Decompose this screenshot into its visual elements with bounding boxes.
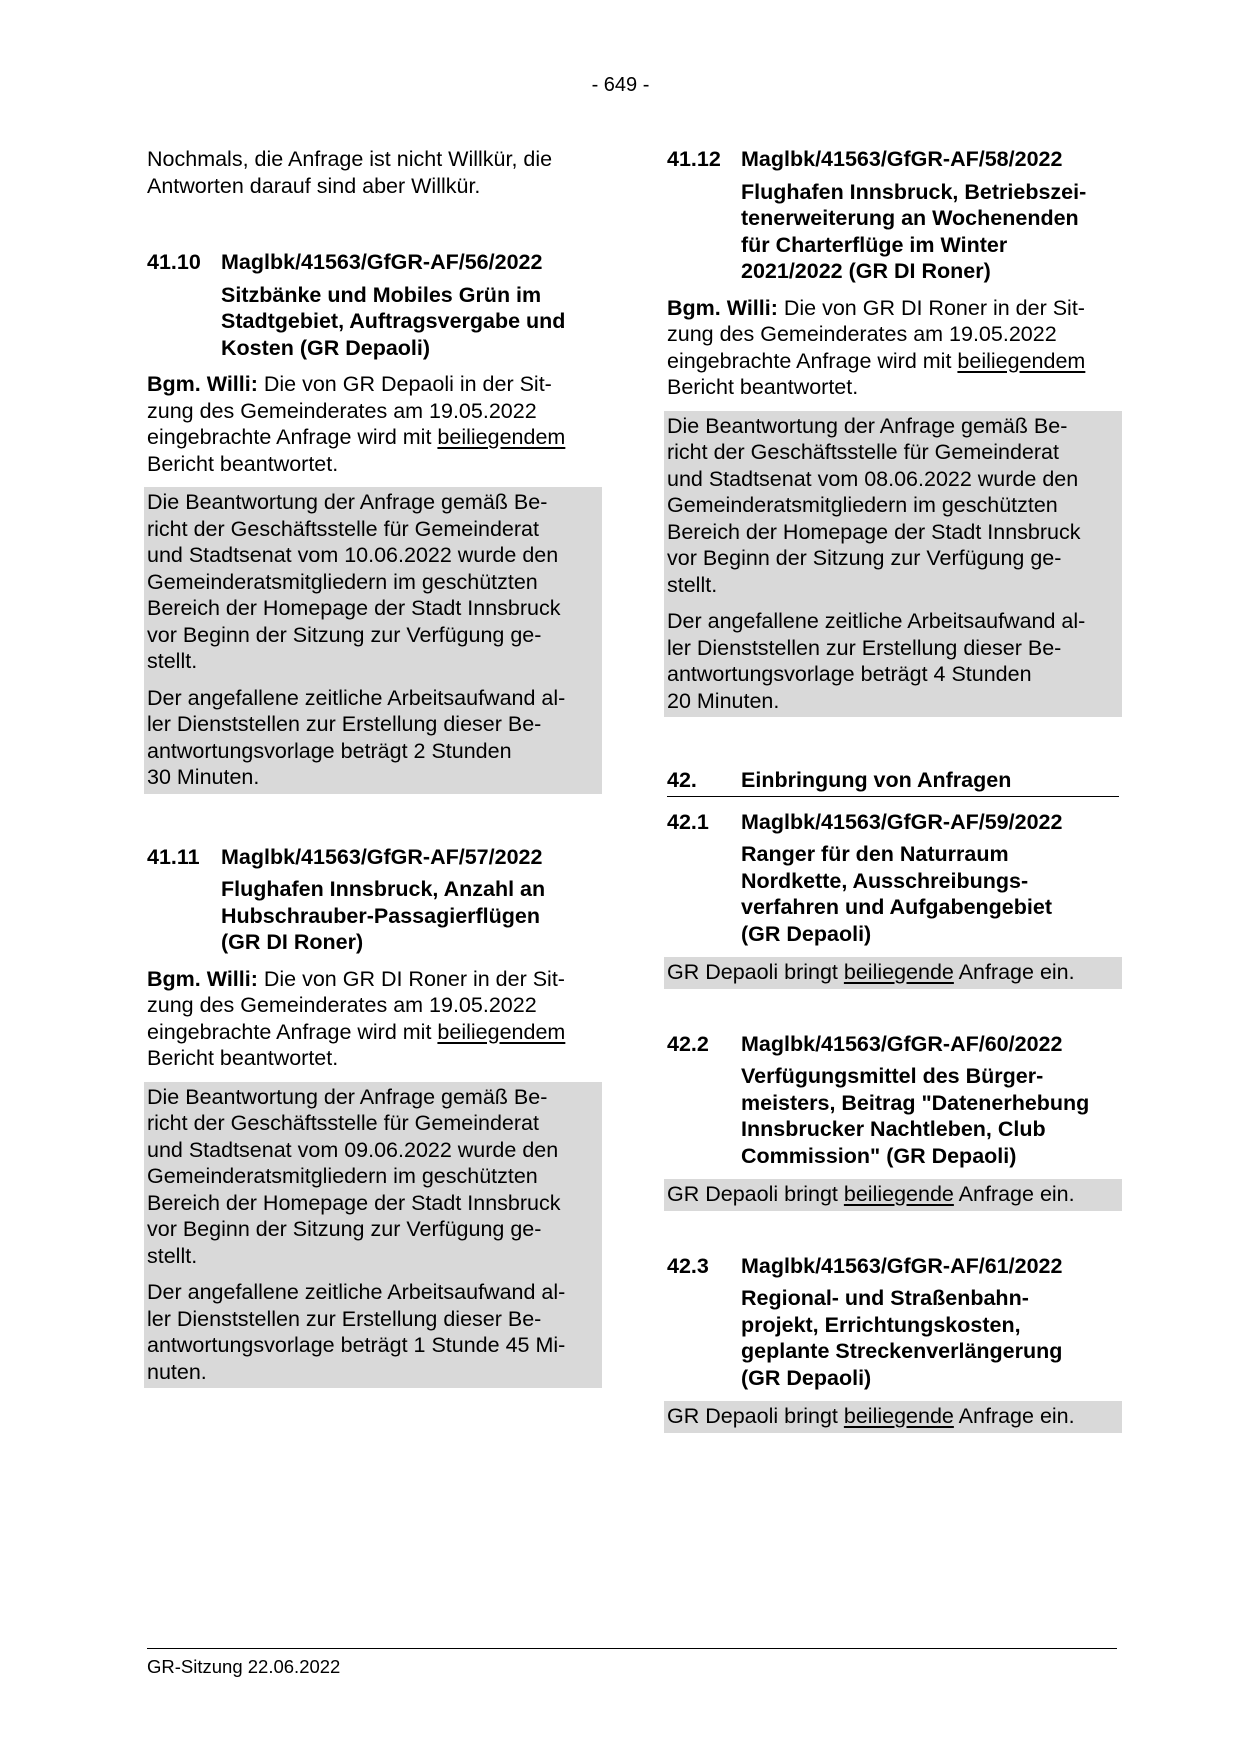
text-line: zung des Gemeinderates am 19.05.2022 <box>147 398 537 423</box>
title-line: Stadtgebiet, Auftragsvergabe und <box>221 309 566 333</box>
speaker-name: Bgm. Willi: <box>147 966 258 991</box>
text-line: ler Dienststellen zur Erstellung dieser Be- <box>667 635 1062 660</box>
item-code: Maglbk/41563/GfGR-AF/60/2022 <box>741 1031 1063 1056</box>
item-number: 41.10 <box>147 250 201 274</box>
item-title <box>667 179 1119 285</box>
request-paragraph <box>667 1403 1119 1430</box>
title-line: Regional- und Straßenbahn- <box>741 1286 1029 1310</box>
intro-paragraph <box>147 146 599 199</box>
right-column <box>667 146 1119 1433</box>
attachment-link[interactable]: beiliegendem <box>957 348 1086 373</box>
title-line: tenerweiterung an Wochenenden <box>741 206 1079 230</box>
title-line: Ranger für den Naturraum <box>741 842 1009 866</box>
item-heading <box>667 1253 1119 1280</box>
text-line: Bereich der Homepage der Stadt Innsbruck <box>147 1190 561 1215</box>
attachment-link[interactable]: beiliegende <box>843 960 954 984</box>
item-title <box>667 1285 1119 1391</box>
item-code: Maglbk/41563/GfGR-AF/61/2022 <box>741 1253 1063 1278</box>
text-line: Der angefallene zeitliche Arbeitsaufwand al- <box>147 685 566 710</box>
title-line: Hubschrauber-Passagierflügen <box>221 903 541 928</box>
title-line: meisters, Beitrag "Datenerhebung <box>741 1090 1090 1115</box>
text-line: Nochmals, die Anfrage ist nicht Willkür, die <box>147 147 553 171</box>
speaker-name: Bgm. Willi: <box>667 295 778 320</box>
item-heading <box>147 249 599 276</box>
text-line: und Stadtsenat vom 10.06.2022 wurde den <box>147 543 559 567</box>
text-line: Die Beantwortung der Anfrage gemäß Be- <box>667 413 1068 438</box>
text-line: eingebrachte Anfrage wird mit <box>147 425 438 449</box>
text-line: eingebrachte Anfrage wird mit <box>667 348 958 373</box>
agenda-item-41-12 <box>667 146 1119 717</box>
text-line: ler Dienststellen zur Erstellung dieser Be- <box>147 1306 542 1331</box>
item-code: Maglbk/41563/GfGR-AF/58/2022 <box>741 147 1063 171</box>
footer-divider <box>147 1648 1117 1649</box>
section-number: 42. <box>667 768 697 792</box>
text-line: zung des Gemeinderates am 19.05.2022 <box>667 322 1057 346</box>
text-line: GR Depaoli bringt <box>667 1182 844 1206</box>
title-line: Flughafen Innsbruck, Anzahl an <box>221 877 546 901</box>
attachment-link[interactable]: beiliegendem <box>437 1019 566 1044</box>
text-line: Die von GR DI Roner in der Sit- <box>777 295 1085 320</box>
title-line: Flughafen Innsbruck, Betriebszei- <box>741 179 1087 204</box>
attachment-link[interactable]: beiliegendem <box>437 425 566 449</box>
item-title <box>667 1063 1119 1169</box>
text-line: Antworten darauf sind aber Willkür. <box>147 173 481 198</box>
text-line: und Stadtsenat vom 08.06.2022 wurde den <box>667 466 1079 491</box>
title-line: (GR DI Roner) <box>221 930 364 954</box>
text-line: GR Depaoli bringt <box>667 960 844 984</box>
title-line: (GR Depaoli) <box>741 1365 872 1390</box>
text-line: ler Dienststellen zur Erstellung dieser Be- <box>147 712 542 736</box>
title-line: geplante Streckenverlängerung <box>741 1339 1063 1363</box>
title-line: Kosten (GR Depaoli) <box>221 335 431 360</box>
item-title <box>667 841 1119 947</box>
agenda-item-41-10 <box>147 249 599 794</box>
speaker-name: Bgm. Willi: <box>147 372 258 396</box>
text-line: Anfrage ein. <box>953 1404 1075 1428</box>
effort-paragraph <box>147 685 599 791</box>
item-code: Maglbk/41563/GfGR-AF/59/2022 <box>741 809 1063 834</box>
request-box <box>664 957 1122 989</box>
request-paragraph <box>667 959 1119 986</box>
text-line: Die von GR DI Roner in der Sit- <box>257 966 565 991</box>
text-line: richt der Geschäftsstelle für Gemeinderat <box>147 516 539 541</box>
note-paragraph <box>667 413 1119 599</box>
text-line: Der angefallene zeitliche Arbeitsaufwand al- <box>667 609 1086 633</box>
text-line: Bericht beantwortet. <box>147 451 339 476</box>
page-number: - 649 - <box>591 74 650 96</box>
item-heading <box>667 146 1119 173</box>
text-line: Gemeinderatsmitgliedern im geschützten <box>147 569 538 594</box>
item-heading <box>667 809 1119 836</box>
text-line: Gemeinderatsmitgliedern im geschützten <box>667 493 1058 517</box>
text-line: Bericht beantwortet. <box>147 1046 339 1070</box>
item-number: 41.12 <box>667 147 721 171</box>
note-paragraph <box>147 489 599 675</box>
text-line: GR Depaoli bringt <box>667 1404 844 1428</box>
text-line: vor Beginn der Sitzung zur Verfügung ge- <box>147 1217 542 1241</box>
request-item-42-1 <box>667 809 1119 989</box>
text-line: Bereich der Homepage der Stadt Innsbruck <box>667 519 1081 544</box>
speech-paragraph <box>147 371 599 477</box>
request-box <box>664 1401 1122 1433</box>
text-line: richt der Geschäftsstelle für Gemeinderat <box>147 1111 539 1135</box>
text-line: Der angefallene zeitliche Arbeitsaufwand al- <box>147 1280 566 1304</box>
text-line: zung des Gemeinderates am 19.05.2022 <box>147 993 537 1017</box>
title-line: Verfügungsmittel des Bürger- <box>741 1064 1044 1088</box>
title-line: projekt, Errichtungskosten, <box>741 1312 1021 1337</box>
item-heading <box>147 844 599 871</box>
item-title <box>147 876 599 956</box>
title-line: (GR Depaoli) <box>741 921 872 946</box>
item-number: 41.11 <box>147 844 200 869</box>
text-line: und Stadtsenat vom 09.06.2022 wurde den <box>147 1137 559 1162</box>
text-line: vor Beginn der Sitzung zur Verfügung ge- <box>147 622 542 647</box>
speech-paragraph <box>147 966 599 1072</box>
title-line: Nordkette, Ausschreibungs- <box>741 868 1029 893</box>
text-line: 30 Minuten. <box>147 765 260 789</box>
request-box <box>664 1179 1122 1211</box>
text-line: Bericht beantwortet. <box>667 375 859 399</box>
request-item-42-3 <box>667 1253 1119 1433</box>
note-box <box>144 487 602 794</box>
section-title: Einbringung von Anfragen <box>741 768 1012 792</box>
request-paragraph <box>667 1181 1119 1208</box>
item-code: Maglbk/41563/GfGR-AF/57/2022 <box>221 844 543 869</box>
speech-paragraph <box>667 295 1119 401</box>
request-item-42-2 <box>667 1031 1119 1211</box>
note-box <box>664 411 1122 718</box>
effort-paragraph <box>667 608 1119 714</box>
text-line: vor Beginn der Sitzung zur Verfügung ge- <box>667 546 1062 570</box>
item-number: 42.2 <box>667 1031 709 1056</box>
text-line: Gemeinderatsmitgliedern im geschützten <box>147 1164 538 1188</box>
title-line: für Charterflüge im Winter <box>741 232 1008 257</box>
text-line: Die Beantwortung der Anfrage gemäß Be- <box>147 490 548 514</box>
title-line: verfahren und Aufgabengebiet <box>741 895 1052 919</box>
attachment-link[interactable]: beiliegende <box>843 1182 954 1206</box>
text-line: nuten. <box>147 1359 207 1384</box>
footer-text: GR-Sitzung 22.06.2022 <box>147 1656 341 1677</box>
title-line: Innsbrucker Nachtleben, Club <box>741 1117 1046 1141</box>
text-line: antwortungsvorlage beträgt 2 Stunden <box>147 738 512 763</box>
text-line: stellt. <box>147 649 198 673</box>
item-number: 42.1 <box>667 809 709 834</box>
title-line: 2021/2022 (GR DI Roner) <box>741 259 991 283</box>
text-line: Anfrage ein. <box>953 960 1075 984</box>
text-line: 20 Minuten. <box>667 688 780 713</box>
text-line: antwortungsvorlage beträgt 1 Stunde 45 Mi- <box>147 1333 566 1357</box>
text-line: Die von GR Depaoli in der Sit- <box>257 372 552 396</box>
left-column <box>147 146 599 1388</box>
text-line: richt der Geschäftsstelle für Gemeinderat <box>667 440 1059 464</box>
title-line: Sitzbänke und Mobiles Grün im <box>221 282 542 307</box>
note-paragraph <box>147 1084 599 1270</box>
attachment-link[interactable]: beiliegende <box>843 1404 954 1428</box>
item-code: Maglbk/41563/GfGR-AF/56/2022 <box>221 250 543 274</box>
item-number: 42.3 <box>667 1253 709 1278</box>
item-heading <box>667 1031 1119 1058</box>
note-box <box>144 1082 602 1389</box>
text-line: Anfrage ein. <box>953 1182 1075 1206</box>
item-title <box>147 282 599 362</box>
title-line: Commission" (GR Depaoli) <box>741 1143 1017 1168</box>
text-line: stellt. <box>147 1243 198 1268</box>
text-line: stellt. <box>667 572 718 597</box>
section-heading-42 <box>667 767 1119 797</box>
agenda-item-41-11 <box>147 844 599 1389</box>
text-line: eingebrachte Anfrage wird mit <box>147 1019 438 1044</box>
effort-paragraph <box>147 1279 599 1385</box>
text-line: antwortungsvorlage beträgt 4 Stunden <box>667 662 1032 686</box>
text-line: Die Beantwortung der Anfrage gemäß Be- <box>147 1084 548 1109</box>
text-line: Bereich der Homepage der Stadt Innsbruck <box>147 596 561 620</box>
